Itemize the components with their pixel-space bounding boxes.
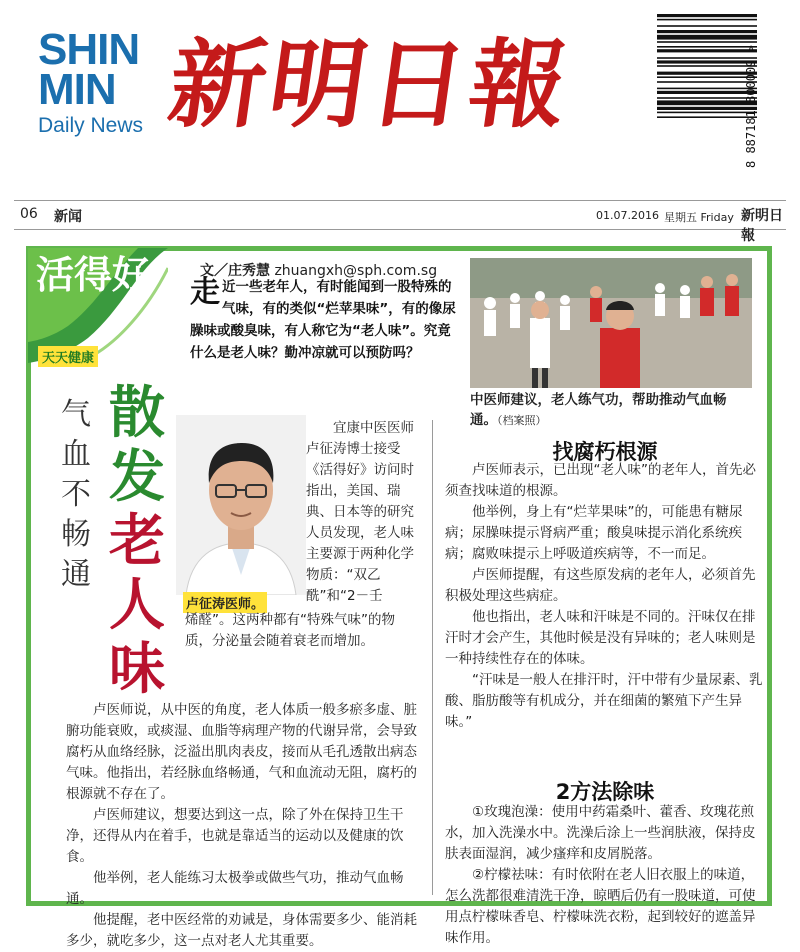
paragraph: 他举例，老人能练习太极拳或做些气功，推动气血畅通。 bbox=[66, 870, 404, 907]
headline-main-part1: 散发 bbox=[109, 381, 165, 510]
lead-text: 近一些老年人，有时能闻到一股特殊的气味，有的类似“烂苹果味”，有的像尿臊味或酸臭味，有人称它为“老人味”。究竟什么是老人味？勤冲凉就可以预防吗？ bbox=[190, 279, 456, 361]
column-divider bbox=[432, 420, 433, 895]
headline-main bbox=[104, 382, 170, 702]
page-number: 06 bbox=[20, 206, 38, 222]
paragraph: 他也指出，老人味和汗味是不同的。汗味仅在排汗时才会产生，其他时候是没有异味的；老人味则是一种持续性存在的体味。 bbox=[445, 609, 756, 667]
headline-small: 气血不畅通 bbox=[61, 397, 91, 592]
column-kicker-sub: 天天健康 bbox=[38, 346, 98, 367]
body-col2-bottom bbox=[445, 802, 763, 949]
subheading-2: 2方法除味 bbox=[555, 780, 655, 804]
paragraph: 卢医师表示，已出现“老人味”的老年人，首先必须查找味道的根源。 bbox=[445, 462, 756, 499]
chinese-logo: 新明日報 bbox=[162, 28, 579, 141]
paragraph: 烯醛”。这两种都有“特殊气味”的物质，分泌量会随着衰老而增加。 bbox=[185, 612, 395, 649]
logo-min: MIN bbox=[38, 65, 116, 114]
doctor-portrait bbox=[176, 415, 306, 595]
paragraph: “汗味是一般人在排汗时，汗中带有少量尿素、乳酸、脂肪酸等有机成分，并在细菌的繁殖下产生异味。” bbox=[445, 672, 763, 730]
barcode-number: 8 887181 800009 > bbox=[744, 45, 758, 168]
photo-caption bbox=[470, 390, 752, 431]
issue-day: 星期五 Friday bbox=[664, 211, 734, 224]
portrait-caption: 卢征涛医师。 bbox=[183, 592, 267, 613]
lead-paragraph bbox=[190, 276, 462, 364]
section-bar bbox=[14, 200, 786, 244]
drop-cap: 走 bbox=[190, 275, 220, 310]
subheading-1: 找腐朽根源 bbox=[552, 440, 658, 464]
paragraph: 卢医师提醒，有这些原发病的老年人，必须首先积极处理这些病症。 bbox=[445, 567, 756, 604]
byline-author: 文／庄秀慧 bbox=[200, 263, 270, 279]
paragraph: 宜康中医医师卢征涛博士接受《活得好》访问时指出，美国、瑞典、日本等的研究人员发现，老人味主要源于两种化学物质：“双乙酰”和“2－壬 bbox=[306, 420, 414, 604]
paragraph: ①玫瑰泡澡：使用中药霜桑叶、藿香、玫瑰花煎水，加入洗澡水中。洗澡后涂上一些润肤液，保持皮肤表面湿润，减少瘙痒和皮屑脱落。 bbox=[445, 804, 756, 862]
paragraph: 他举例，身上有“烂苹果味”的，可能患有糖尿病；尿臊味提示肾病严重；酸臭味提示消化系统疾病；腐败味提示上呼吸道疾病等，不一而足。 bbox=[445, 504, 743, 562]
byline-email: zhuangxh@sph.com.sg bbox=[274, 263, 438, 279]
qigong-photo bbox=[470, 258, 752, 388]
body-col1-top bbox=[306, 418, 424, 607]
issue-date: 01.07.2016 bbox=[596, 209, 659, 222]
paragraph: 卢医师说，从中医的角度，老人体质一般多瘀多虚、脏腑功能衰败，或痰湿、血脂等病理产物的代谢异常，会导致腐朽从血络经脉，泛溢出肌肉表皮，接而从毛孔透散出病态气味。他指出，若经脉血络畅通，气和血流动无阻，腐朽的根源就不存在了。 bbox=[66, 702, 417, 802]
mini-logo: 新明日報 bbox=[741, 208, 783, 244]
paragraph: 他提醒，老中医经常的劝诫是，身体需要多少、能消耗多少，就吃多少，这一点对老人尤其重要。 bbox=[66, 912, 417, 949]
paragraph: 卢医师建议，想要达到这一点，除了外在保持卫生干净，还得从内在着手，也就是靠适当的运动以及健康的饮食。 bbox=[66, 807, 404, 865]
body-col1-mid bbox=[185, 610, 421, 652]
section-name: 新闻 bbox=[54, 209, 82, 225]
headline-main-part2: 老人味 bbox=[109, 509, 165, 702]
column-kicker: 活得好 bbox=[36, 252, 151, 297]
paragraph: ②柠檬祛味：有时依附在老人旧衣服上的味道，怎么洗都很难清洗干净，晾晒后仍有一股味道，可使用点柠檬味香皂、柠檬味洗衣粉，起到较好的遮盖异味作用。 bbox=[445, 867, 756, 946]
logo-daily-news: Daily News bbox=[38, 114, 144, 137]
body-col1-bottom bbox=[66, 700, 426, 952]
body-col2-top bbox=[445, 460, 763, 733]
photo-credit: （档案照） bbox=[497, 414, 547, 427]
logo-shin: SHIN bbox=[38, 25, 140, 74]
english-logo bbox=[38, 25, 168, 138]
photo-caption-text: 中医师建议，老人练气功，帮助推动气血畅通。 bbox=[470, 392, 727, 428]
